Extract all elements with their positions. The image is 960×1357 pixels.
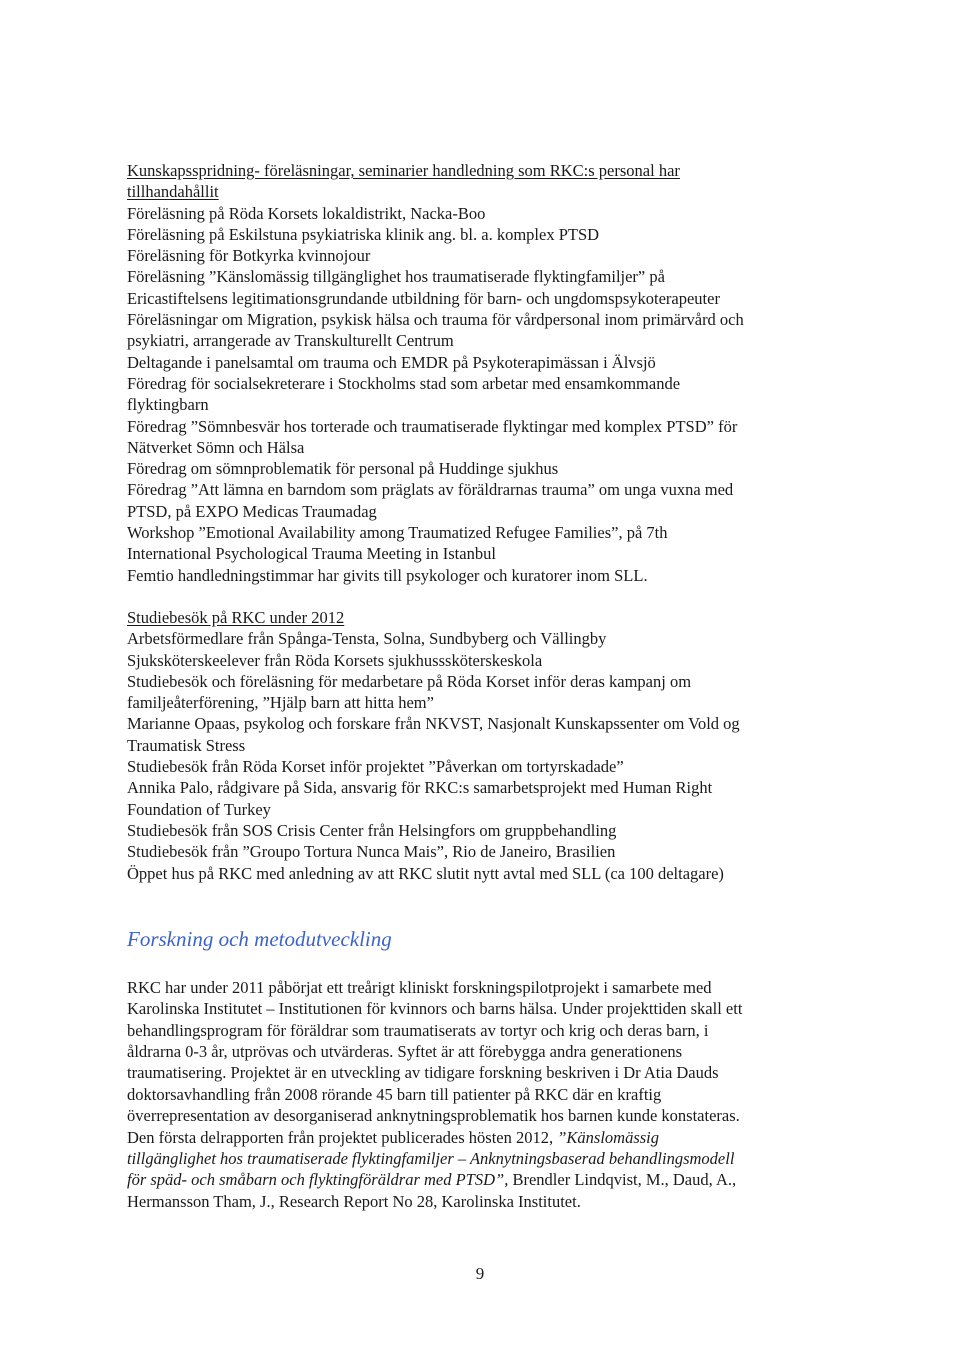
research-line: doktorsavhandling från 2008 rörande 45 barn till patienter på RKC där en kraftig xyxy=(127,1084,662,1104)
research-line: åldrarna 0-3 år, utprövas och utvärderas. Syftet är att förebygga andra generationens xyxy=(127,1042,683,1062)
research-line-10 xyxy=(127,1169,827,1190)
dissemination-line: International Psychological Trauma Meeting in Istanbul xyxy=(127,544,496,564)
dissemination-heading-line1: Kunskapsspridning- föreläsningar, seminarier handledning som RKC:s personal har xyxy=(127,161,680,180)
dissemination-section xyxy=(127,160,827,586)
research-line-8-normal: Den första delrapporten från projektet publicerades hösten 2012, xyxy=(127,1127,558,1147)
visits-heading: Studiebesök på RKC under 2012 xyxy=(127,607,345,627)
visits-line: Arbetsförmedlare från Spånga-Tensta, Solna, Sundbyberg och Vällingby xyxy=(127,629,607,649)
research-line: traumatisering. Projektet är en utveckling av tidigare forskning beskriven i Dr Atia Dauds xyxy=(127,1063,719,1083)
dissemination-line: Föreläsning ”Känslomässig tillgänglighet hos traumatiserade flyktingfamiljer” på xyxy=(127,267,665,287)
research-paragraph xyxy=(127,977,827,1212)
dissemination-line: Föredrag ”Att lämna en barndom som präglats av föräldrarnas trauma” om unga vuxna med xyxy=(127,480,734,500)
research-line: överrepresentation av desorganiserad anknytningsproblematik hos barnen kunde konstateras. xyxy=(127,1106,740,1126)
research-line: behandlingsprogram för föräldrar som traumatiserats av tortyr och krig och deras barn, i xyxy=(127,1020,709,1040)
dissemination-line: PTSD, på EXPO Medicas Traumadag xyxy=(127,501,377,521)
visits-list xyxy=(127,628,827,884)
dissemination-line: Föreläsning på Röda Korsets lokaldistrikt, Nacka-Boo xyxy=(127,203,486,223)
dissemination-line: Föredrag för socialsekreterare i Stockholms stad som arbetar med ensamkommande xyxy=(127,373,681,393)
dissemination-line: Deltagande i panelsamtal om trauma och EMDR på Psykoterapimässan i Älvsjö xyxy=(127,352,656,372)
dissemination-line: Föreläsning för Botkyrka kvinnojour xyxy=(127,246,371,266)
dissemination-line: Ericastiftelsens legitimationsgrundande utbildning för barn- och ungdomspsykoterapeuter xyxy=(127,288,720,308)
dissemination-line: Femtio handledningstimmar har givits till psykologer och kuratorer inom SLL. xyxy=(127,565,648,585)
visits-line: Annika Palo, rådgivare på Sida, ansvarig för RKC:s samarbetsprojekt med Human Right xyxy=(127,778,713,798)
visits-line: Öppet hus på RKC med anledning av att RKC slutit nytt avtal med SLL (ca 100 deltagare) xyxy=(127,863,724,883)
visits-line: Marianne Opaas, psykolog och forskare från NKVST, Nasjonalt Kunskapssenter om Vold og xyxy=(127,714,740,734)
visits-line: Traumatisk Stress xyxy=(127,735,246,755)
visits-line: Studiebesök från Röda Korset inför projektet ”Påverkan om tortyrskadade” xyxy=(127,757,624,777)
visits-line: Studiebesök från ”Groupo Tortura Nunca Mais”, Rio de Janeiro, Brasilien xyxy=(127,842,616,862)
dissemination-list xyxy=(127,203,827,586)
research-line: Karolinska Institutet – Institutionen för kvinnors och barns hälsa. Under projekttiden skall ett xyxy=(127,999,743,1019)
research-lines xyxy=(127,977,827,1127)
document-page xyxy=(127,160,827,1212)
section-spacer xyxy=(127,586,827,607)
visits-line: Studiebesök från SOS Crisis Center från Helsingfors om gruppbehandling xyxy=(127,820,617,840)
research-line-10-normal: Brendler Lindqvist, M., Daud, A., xyxy=(508,1170,737,1190)
research-title: Forskning och metodutveckling xyxy=(127,926,392,951)
research-line: RKC har under 2011 påbörjat ett treårigt kliniskt forskningspilotprojekt i samarbete med xyxy=(127,977,712,997)
page-number: 9 xyxy=(475,1264,485,1283)
visits-section xyxy=(127,607,827,884)
dissemination-line: flyktingbarn xyxy=(127,395,209,415)
research-line-11: Hermansson Tham, J., Research Report No 28, Karolinska Institutet. xyxy=(127,1191,581,1211)
dissemination-line: Föreläsning på Eskilstuna psykiatriska klinik ang. bl. a. komplex PTSD xyxy=(127,224,600,244)
research-line-8-italic: ”Känslomässig xyxy=(557,1127,660,1147)
dissemination-line: Föreläsningar om Migration, psykisk hälsa och trauma för vårdpersonal inom primärvård och xyxy=(127,310,744,330)
visits-line: Studiebesök och föreläsning för medarbetare på Röda Korset inför deras kampanj om xyxy=(127,671,692,691)
dissemination-line: Workshop ”Emotional Availability among Traumatized Refugee Families”, på 7th xyxy=(127,523,668,543)
visits-line: Sjuksköterskeelever från Röda Korsets sjukhusssköterskeskola xyxy=(127,650,543,670)
dissemination-line: Nätverket Sömn och Hälsa xyxy=(127,437,305,457)
visits-line: familjeåterförening, ”Hjälp barn att hitta hem” xyxy=(127,693,434,713)
research-line-10-italic: för späd- och småbarn och flyktingföräldrar med PTSD”, xyxy=(127,1170,509,1190)
dissemination-line: psykiatri, arrangerade av Transkulturellt Centrum xyxy=(127,331,454,351)
dissemination-line: Föredrag om sömnproblematik för personal på Huddinge sjukhus xyxy=(127,459,559,479)
dissemination-heading-line2: tillhandahållit xyxy=(127,182,219,202)
research-line-8 xyxy=(127,1127,827,1148)
visits-line: Foundation of Turkey xyxy=(127,799,271,819)
research-line-9: tillgänglighet hos traumatiserade flyktingfamiljer – Anknytningsbaserad behandlingsmodell xyxy=(127,1149,735,1169)
dissemination-line: Föredrag ”Sömnbesvär hos torterade och traumatiserade flyktingar med komplex PTSD” för xyxy=(127,416,738,436)
